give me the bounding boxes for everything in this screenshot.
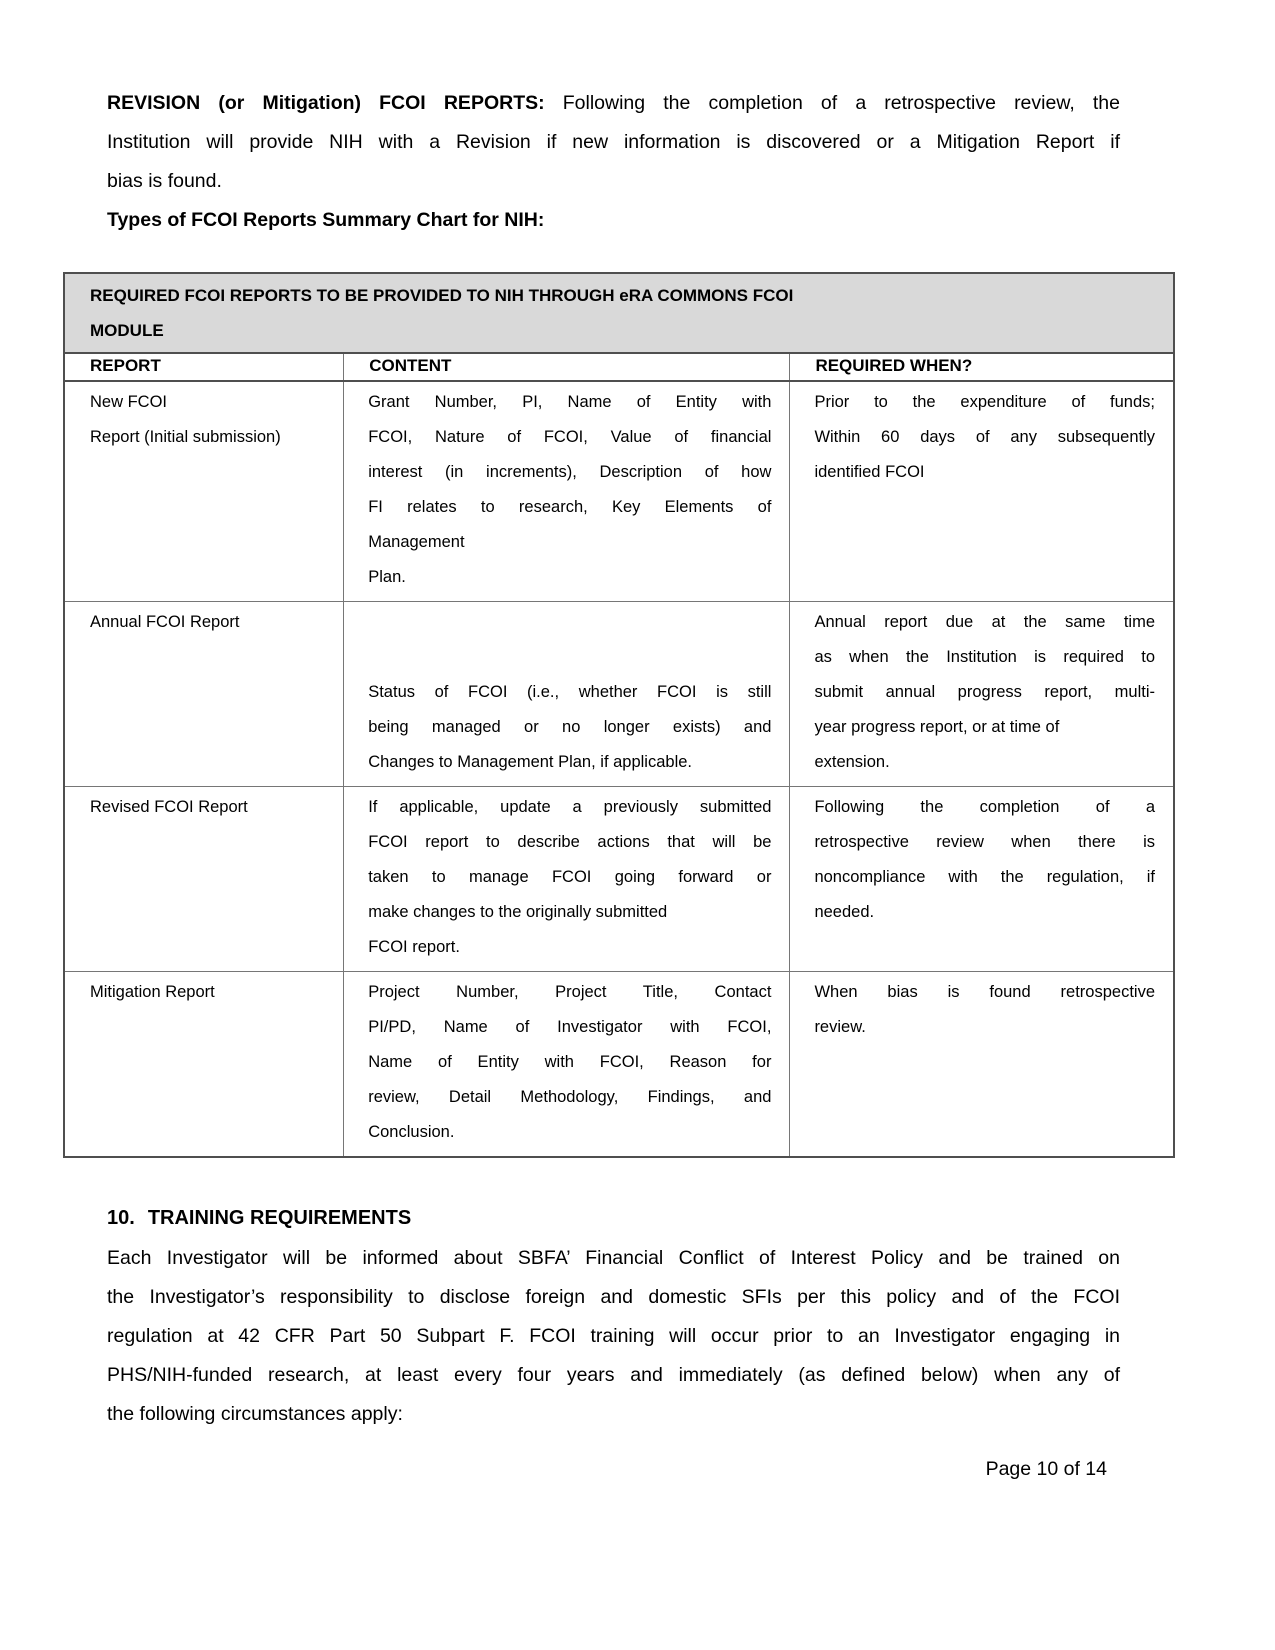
intro-line: REVISION (or Mitigation) FCOI REPORTS: Following the completion of a retrospective review, the bbox=[107, 92, 1120, 114]
cell-line: If applicable, update a previously submitted bbox=[368, 798, 772, 816]
cell-line: Name of Entity with FCOI, Reason for bbox=[368, 1053, 772, 1071]
cell-line: FI relates to research, Key Elements of bbox=[368, 498, 772, 516]
required-when-cell bbox=[790, 381, 1174, 602]
cell-line: Following the completion of a bbox=[814, 798, 1155, 816]
cell-line: FCOI, Nature of FCOI, Value of financial bbox=[368, 428, 772, 446]
paragraph-line: the following circumstances apply: bbox=[107, 1403, 403, 1425]
table-caption bbox=[64, 273, 1174, 353]
cell-line: PI/PD, Name of Investigator with FCOI, bbox=[368, 1018, 772, 1036]
cell-line: Report (Initial submission) bbox=[90, 428, 281, 446]
cell-line: Within 60 days of any subsequently bbox=[814, 428, 1155, 446]
report-cell bbox=[64, 381, 344, 602]
content-cell bbox=[344, 787, 790, 972]
paragraph-line: PHS/NIH-funded research, at least every four years and immediately (as defined below) when any of bbox=[107, 1364, 1120, 1386]
column-header-report: REPORT bbox=[64, 353, 344, 381]
table-header-row bbox=[64, 353, 1174, 381]
cell-line bbox=[368, 605, 771, 640]
intro-paragraph bbox=[107, 0, 1120, 201]
content-cell bbox=[344, 972, 790, 1158]
paragraph-line: the Investigator’s responsibility to disclose foreign and domestic SFIs per this policy and of the FCOI bbox=[107, 1286, 1120, 1308]
cell-line: make changes to the originally submitted bbox=[368, 903, 668, 921]
cell-line: noncompliance with the regulation, if bbox=[814, 868, 1155, 886]
table-row bbox=[64, 602, 1174, 787]
paragraph-line: Each Investigator will be informed about SBFA’ Financial Conflict of Interest Policy and be trained on bbox=[107, 1247, 1120, 1269]
cell-line: Status of FCOI (i.e., whether FCOI is still bbox=[368, 683, 772, 701]
training-paragraph bbox=[107, 1239, 1120, 1434]
report-cell bbox=[64, 602, 344, 787]
cell-line: Project Number, Project Title, Contact bbox=[368, 983, 772, 1001]
cell-line: New FCOI bbox=[90, 393, 168, 411]
cell-line: When bias is found retrospective bbox=[814, 983, 1155, 1001]
table-caption-row bbox=[64, 273, 1174, 353]
column-header-required-when: REQUIRED WHEN? bbox=[790, 353, 1174, 381]
intro-line: bias is found. bbox=[107, 170, 222, 192]
required-when-cell bbox=[790, 602, 1174, 787]
subheading-text: Types of FCOI Reports Summary Chart for NIH: bbox=[107, 209, 545, 231]
cell-line: retrospective review when there is bbox=[814, 833, 1155, 851]
table-row bbox=[64, 972, 1174, 1158]
cell-line: Plan. bbox=[368, 568, 406, 586]
required-when-cell bbox=[790, 972, 1174, 1158]
intro-line: Institution will provide NIH with a Revision if new information is discovered or a Mitigation Report if bbox=[107, 131, 1120, 153]
cell-line: extension. bbox=[814, 753, 890, 771]
table-caption-line: REQUIRED FCOI REPORTS TO BE PROVIDED TO NIH THROUGH eRA COMMONS FCOI bbox=[90, 286, 794, 305]
column-header-content: CONTENT bbox=[344, 353, 790, 381]
cell-line: Mitigation Report bbox=[90, 983, 215, 1001]
cell-line: identified FCOI bbox=[814, 463, 925, 481]
cell-line: Revised FCOI Report bbox=[90, 798, 248, 816]
cell-line: submit annual progress report, multi- bbox=[814, 683, 1155, 701]
report-cell bbox=[64, 972, 344, 1158]
cell-line: year progress report, or at time of bbox=[814, 718, 1060, 736]
training-section-heading bbox=[107, 1198, 1120, 1238]
cell-line: Conclusion. bbox=[368, 1123, 455, 1141]
cell-line bbox=[368, 640, 771, 675]
section-title: TRAINING REQUIREMENTS bbox=[147, 1207, 412, 1229]
intro-lead: REVISION (or Mitigation) FCOI REPORTS: bbox=[107, 92, 545, 114]
page-number-footer: Page 10 of 14 bbox=[985, 1458, 1107, 1480]
cell-line: review. bbox=[814, 1018, 866, 1036]
content-cell bbox=[344, 381, 790, 602]
cell-line: interest (in increments), Description of how bbox=[368, 463, 772, 481]
cell-line: needed. bbox=[814, 903, 875, 921]
cell-line: Prior to the expenditure of funds; bbox=[814, 393, 1155, 411]
paragraph-line: regulation at 42 CFR Part 50 Subpart F. FCOI training will occur prior to an Investigator engaging in bbox=[107, 1325, 1120, 1347]
cell-line: review, Detail Methodology, Findings, and bbox=[368, 1088, 772, 1106]
section-number: 10. bbox=[107, 1207, 135, 1229]
cell-line: as when the Institution is required to bbox=[814, 648, 1155, 666]
required-when-cell bbox=[790, 787, 1174, 972]
report-cell bbox=[64, 787, 344, 972]
cell-line: Changes to Management Plan, if applicable. bbox=[368, 753, 693, 771]
fcoi-reports-table bbox=[63, 272, 1175, 1158]
cell-line: taken to manage FCOI going forward or bbox=[368, 868, 772, 886]
summary-chart-subheading bbox=[107, 201, 1120, 240]
cell-line: FCOI report to describe actions that will be bbox=[368, 833, 772, 851]
table-caption-line: MODULE bbox=[90, 321, 164, 340]
cell-line: being managed or no longer exists) and bbox=[368, 718, 772, 736]
content-cell bbox=[344, 602, 790, 787]
cell-line: Management bbox=[368, 533, 465, 551]
cell-line: Annual FCOI Report bbox=[90, 613, 240, 631]
table-row bbox=[64, 787, 1174, 972]
cell-line: Grant Number, PI, Name of Entity with bbox=[368, 393, 772, 411]
cell-line: FCOI report. bbox=[368, 938, 460, 956]
table-row bbox=[64, 381, 1174, 602]
cell-line: Annual report due at the same time bbox=[814, 613, 1155, 631]
